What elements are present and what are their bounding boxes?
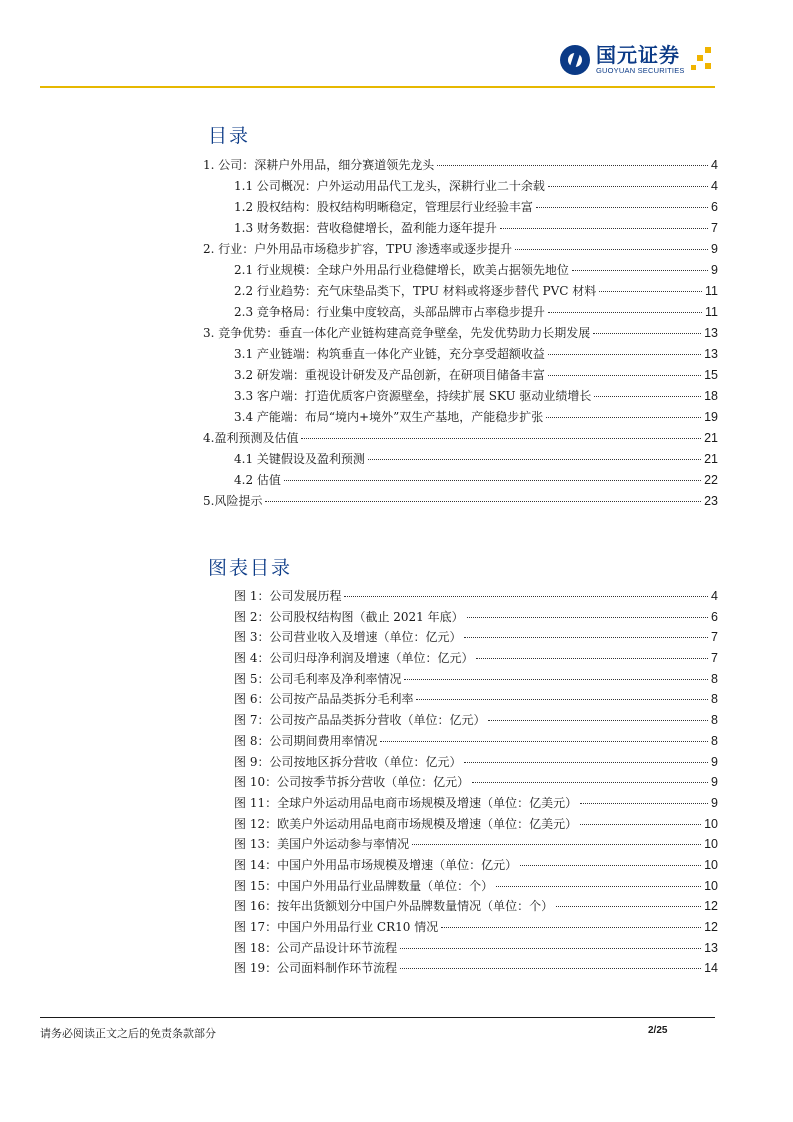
figure-entry[interactable] [234, 670, 718, 691]
toc-entry[interactable] [203, 177, 718, 198]
footer-disclaimer: 请务必阅读正文之后的免责条款部分 [40, 1027, 216, 1040]
dot-leader [594, 396, 701, 397]
toc-entry-page: 11 [705, 284, 718, 298]
figure-entry-page: 8 [711, 671, 718, 686]
figure-entry-page: 10 [704, 816, 718, 831]
toc-entry-label: 3. 竞争优势：垂直一体化产业链构建高竞争壁垒，先发优势助力长期发展 [203, 326, 591, 340]
figure-entry[interactable] [234, 856, 718, 877]
toc-entry-label: 1.3 财务数据：营收稳健增长，盈利能力逐年提升 [234, 221, 497, 235]
dot-leader [400, 948, 701, 949]
toc-entry[interactable] [203, 198, 718, 219]
header-divider [40, 86, 715, 88]
toc-entry[interactable] [203, 387, 718, 408]
dot-leader [441, 927, 701, 928]
figure-entry[interactable] [234, 690, 718, 711]
dot-leader [548, 312, 702, 313]
figure-entry-page: 7 [711, 630, 718, 645]
figure-entry[interactable] [234, 815, 718, 836]
toc-entry[interactable] [203, 471, 718, 492]
logo-squares-icon [689, 45, 715, 75]
toc-list [203, 156, 718, 513]
dot-leader [520, 865, 701, 866]
dot-leader [536, 207, 708, 208]
figure-entry[interactable] [234, 897, 718, 918]
figure-entry[interactable] [234, 628, 718, 649]
figure-entry-page: 7 [711, 651, 718, 666]
dot-leader [580, 824, 701, 825]
figures-title: 图表目录 [208, 557, 293, 579]
dot-leader [548, 354, 701, 355]
figure-entry-page: 4 [711, 589, 718, 603]
dot-leader [464, 762, 708, 763]
toc-entry-page: 7 [711, 221, 718, 235]
dot-leader [599, 291, 702, 292]
figure-entry[interactable] [234, 753, 718, 774]
dot-leader [284, 480, 701, 481]
figure-entry-label: 图 1：公司发展历程 [234, 589, 342, 603]
toc-entry-label: 3.4 产能端：布局“境内+境外”双生产基地，产能稳步扩张 [234, 410, 544, 424]
figure-entry-page: 9 [711, 754, 718, 769]
figure-entry-label: 图 15：中国户外用品行业品牌数量（单位：个） [234, 878, 494, 893]
figure-entry-label: 图 11：全球户外运动用品电商市场规模及增速（单位：亿美元） [234, 795, 578, 810]
dot-leader [546, 417, 701, 418]
figure-entry[interactable] [234, 939, 718, 960]
dot-leader [496, 886, 701, 887]
page-number: 2/25 [648, 1025, 668, 1036]
toc-entry-label: 5.风险提示 [203, 494, 263, 508]
dot-leader [580, 803, 708, 804]
toc-entry-page: 18 [704, 389, 718, 403]
dot-leader [301, 438, 701, 439]
toc-entry[interactable] [203, 429, 718, 450]
figure-entry-label: 图 8：公司期间费用率情况 [234, 733, 378, 748]
toc-entry-page: 9 [711, 263, 718, 277]
figure-entry-page: 12 [704, 899, 718, 914]
toc-entry-label: 3.1 产业链端：构筑垂直一体化产业链，充分享受超额收益 [234, 347, 545, 361]
figure-entry-label: 图 12：欧美户外运动用品电商市场规模及增速（单位：亿美元） [234, 816, 578, 831]
toc-entry-page: 15 [704, 368, 718, 382]
toc-entry-label: 2.2 行业趋势：充气床垫品类下，TPU 材料或将逐步替代 PVC 材料 [234, 284, 597, 298]
toc-entry[interactable] [203, 240, 718, 261]
dot-leader [548, 375, 701, 376]
toc-entry-label: 2. 行业：户外用品市场稳步扩容，TPU 渗透率或逐步提升 [203, 242, 513, 256]
figure-entry-page: 10 [704, 878, 718, 893]
dot-leader [464, 637, 708, 638]
figure-entry[interactable] [234, 608, 718, 629]
figure-entry[interactable] [234, 918, 718, 939]
dot-leader [344, 596, 708, 597]
toc-entry-label: 4.盈利预测及估值 [203, 431, 299, 445]
toc-entry-page: 21 [704, 431, 718, 445]
toc-entry-page: 4 [711, 179, 718, 193]
figure-entry-page: 8 [711, 713, 718, 728]
dot-leader [400, 968, 701, 969]
dot-leader [500, 228, 708, 229]
figure-entry-label: 图 17：中国户外用品行业 CR10 情况 [234, 920, 439, 934]
toc-entry[interactable] [203, 345, 718, 366]
toc-entry[interactable] [203, 366, 718, 387]
toc-entry-label: 1. 公司：深耕户外用品，细分赛道领先龙头 [203, 158, 435, 172]
toc-title: 目录 [208, 125, 251, 147]
brand-logo [560, 44, 715, 76]
footer-divider [40, 1017, 715, 1018]
dot-leader [404, 679, 708, 680]
toc-entry-label: 3.2 研发端：重视设计研发及产品创新，在研项目储备丰富 [234, 368, 545, 382]
toc-entry[interactable] [203, 324, 718, 345]
figure-entry[interactable] [234, 835, 718, 856]
figure-entry-label: 图 19：公司面料制作环节流程 [234, 961, 398, 976]
figure-entry-page: 10 [704, 837, 718, 852]
figure-entry-label: 图 3：公司营业收入及增速（单位：亿元） [234, 630, 462, 645]
dot-leader [488, 720, 708, 721]
toc-entry-label: 4.1 关键假设及盈利预测 [234, 452, 365, 466]
toc-entry-page: 13 [704, 326, 718, 340]
toc-entry-page: 21 [704, 452, 718, 466]
figure-entry-label: 图 6：公司按产品品类拆分毛利率 [234, 692, 414, 707]
toc-entry[interactable] [203, 303, 718, 324]
dot-leader [467, 617, 708, 618]
figure-entry-label: 图 9：公司按地区拆分营收（单位：亿元） [234, 754, 462, 769]
figure-entry-label: 图 2：公司股权结构图（截止 2021 年底） [234, 609, 464, 624]
toc-entry[interactable] [203, 282, 718, 303]
figure-entry-label: 图 10：公司按季节拆分营收（单位：亿元） [234, 775, 470, 790]
figure-entry-label: 图 14：中国户外用品市场规模及增速（单位：亿元） [234, 857, 518, 872]
figure-entry-page: 9 [711, 775, 718, 790]
toc-entry[interactable] [203, 219, 718, 240]
dot-leader [265, 501, 701, 502]
logo-name-en: GUOYUAN SECURITIES [596, 66, 685, 75]
dot-leader [548, 186, 708, 187]
figure-entry-label: 图 18：公司产品设计环节流程 [234, 940, 398, 955]
toc-entry-page: 11 [705, 305, 718, 319]
dot-leader [380, 741, 708, 742]
logo-emblem-icon [560, 45, 590, 75]
figure-entry-page: 14 [704, 961, 718, 976]
figure-entry-page: 12 [704, 920, 718, 934]
figure-entry-page: 13 [704, 940, 718, 955]
dot-leader [476, 658, 708, 659]
figure-entry-label: 图 16：按年出货额划分中国户外品牌数量情况（单位：个） [234, 899, 554, 914]
dot-leader [412, 844, 701, 845]
figure-entry[interactable] [234, 877, 718, 898]
toc-entry-label: 3.3 客户端：打造优质客户资源壁垒，持续扩展 SKU 驱动业绩增长 [234, 389, 592, 403]
toc-entry-label: 2.1 行业规模：全球户外用品行业稳健增长，欧美占据领先地位 [234, 263, 569, 277]
figure-entry-page: 6 [711, 609, 718, 624]
figure-entry-label: 图 7：公司按产品品类拆分营收（单位：亿元） [234, 713, 486, 728]
toc-entry[interactable] [203, 408, 718, 429]
figure-entry[interactable] [234, 649, 718, 670]
toc-entry-page: 22 [704, 473, 718, 487]
toc-entry-page: 13 [704, 347, 718, 361]
toc-entry-label: 1.2 股权结构：股权结构明晰稳定，管理层行业经验丰富 [234, 200, 533, 214]
toc-entry-label: 4.2 估值 [234, 473, 281, 487]
figure-entry[interactable] [234, 711, 718, 732]
figure-entry-label: 图 4：公司归母净利润及增速（单位：亿元） [234, 651, 474, 666]
toc-entry[interactable] [203, 492, 718, 513]
figure-entry-page: 8 [711, 733, 718, 748]
toc-entry-page: 9 [711, 242, 718, 256]
toc-entry-page: 4 [711, 158, 718, 172]
figure-entry-label: 图 13：美国户外运动参与率情况 [234, 837, 410, 852]
dot-leader [572, 270, 708, 271]
toc-entry[interactable] [203, 156, 718, 177]
figure-entry-label: 图 5：公司毛利率及净利率情况 [234, 671, 402, 686]
dot-leader [368, 459, 701, 460]
dot-leader [593, 333, 701, 334]
dot-leader [515, 249, 708, 250]
figure-entry-page: 9 [711, 795, 718, 810]
figure-entry-page: 8 [711, 692, 718, 707]
toc-entry[interactable] [203, 261, 718, 282]
toc-entry-page: 19 [704, 410, 718, 424]
toc-entry-label: 2.3 竞争格局：行业集中度较高，头部品牌市占率稳步提升 [234, 305, 545, 319]
figure-entry[interactable] [234, 959, 718, 980]
figures-list [234, 587, 718, 980]
dot-leader [472, 782, 708, 783]
figure-entry[interactable] [234, 587, 718, 608]
toc-entry-label: 1.1 公司概况：户外运动用品代工龙头，深耕行业二十余载 [234, 179, 545, 193]
dot-leader [556, 906, 701, 907]
figure-entry-page: 10 [704, 857, 718, 872]
toc-entry-page: 23 [704, 494, 718, 508]
figure-entry[interactable] [234, 773, 718, 794]
dot-leader [437, 165, 708, 166]
logo-name-cn: 国元证券 [596, 43, 680, 67]
dot-leader [416, 699, 708, 700]
toc-entry-page: 6 [711, 200, 718, 214]
toc-entry[interactable] [203, 450, 718, 471]
figure-entry[interactable] [234, 732, 718, 753]
figure-entry[interactable] [234, 794, 718, 815]
